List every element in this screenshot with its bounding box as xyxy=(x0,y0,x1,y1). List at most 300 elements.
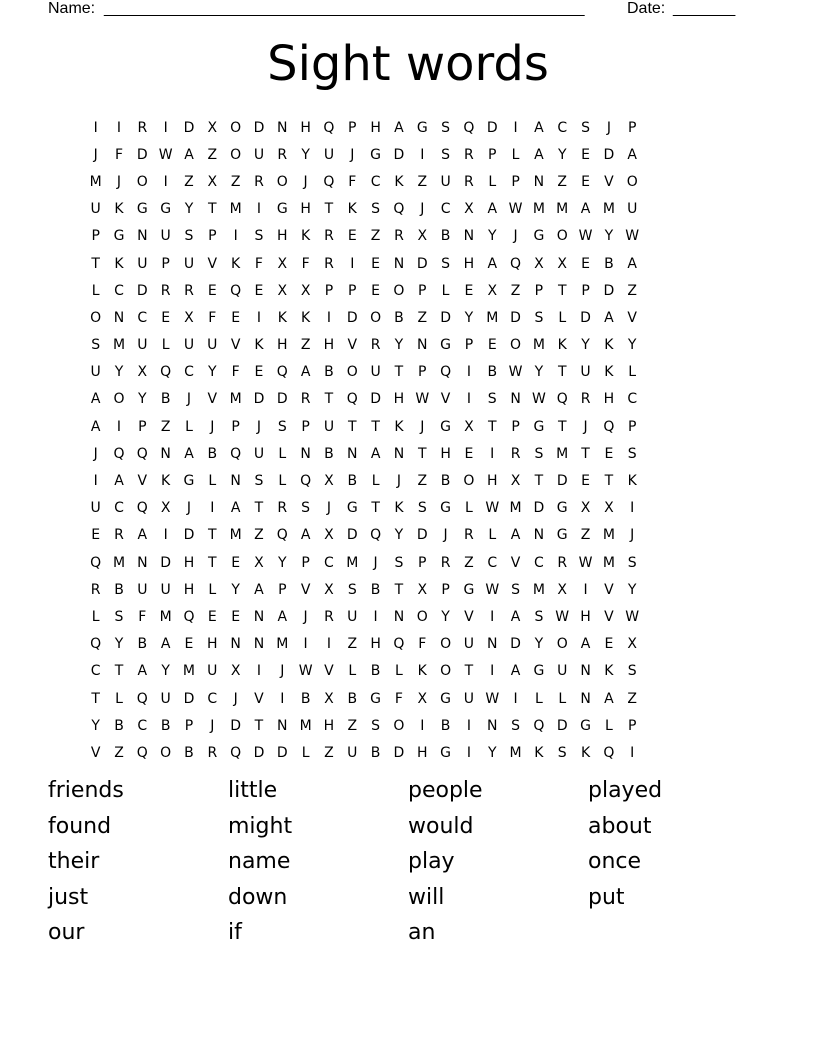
grid-letter: D xyxy=(556,717,568,734)
grid-letter: K xyxy=(394,418,404,435)
grid-letter: J xyxy=(210,717,215,734)
grid-letter: X xyxy=(487,282,498,299)
grid-letter: D xyxy=(253,391,265,408)
grid-letter: U xyxy=(207,337,218,354)
grid-letter: A xyxy=(90,418,101,435)
grid-letter: R xyxy=(394,228,404,245)
grid-letter: X xyxy=(324,581,334,598)
grid-letter: N xyxy=(113,309,125,326)
grid-letter: C xyxy=(534,554,544,571)
grid-row xyxy=(84,413,744,440)
grid-letter: Z xyxy=(254,527,264,544)
grid-letter: U xyxy=(253,146,265,163)
grid-letter: R xyxy=(300,391,311,408)
grid-letter: Q xyxy=(113,445,125,462)
grid-letter: M xyxy=(509,744,522,761)
grid-letter: T xyxy=(394,364,404,381)
grid-letter: E xyxy=(231,554,241,571)
grid-letter: Q xyxy=(276,527,288,544)
grid-letter: X xyxy=(254,554,264,571)
grid-letter: G xyxy=(113,228,125,245)
grid-letter: P xyxy=(348,282,357,299)
grid-letter: S xyxy=(394,554,404,571)
grid-letter: X xyxy=(230,663,241,680)
grid-row xyxy=(84,196,744,223)
grid-letter: L xyxy=(348,663,357,680)
grid-letter: T xyxy=(347,418,357,435)
word-list-item: down xyxy=(228,884,288,910)
grid-letter: B xyxy=(440,228,451,245)
grid-letter: L xyxy=(371,473,380,490)
grid-letter: Z xyxy=(370,228,381,245)
grid-letter: H xyxy=(183,554,195,571)
grid-letter: P xyxy=(534,282,544,299)
grid-row xyxy=(84,739,744,766)
grid-letter: S xyxy=(254,228,264,245)
grid-letter: D xyxy=(183,690,195,707)
grid-letter: D xyxy=(136,146,148,163)
grid-letter: S xyxy=(277,418,287,435)
word-list-item: friends xyxy=(48,778,124,803)
grid-letter: B xyxy=(604,255,614,272)
grid-letter: A xyxy=(137,663,148,680)
grid-row xyxy=(84,168,744,195)
grid-letter: C xyxy=(370,173,381,190)
grid-letter: W xyxy=(415,391,430,408)
grid-letter: E xyxy=(464,282,474,299)
grid-letter: R xyxy=(207,744,218,761)
grid-letter: X xyxy=(324,690,334,707)
grid-letter: Y xyxy=(534,636,544,653)
grid-letter: A xyxy=(487,201,498,218)
grid-row xyxy=(84,277,744,304)
grid-letter: B xyxy=(347,690,358,707)
grid-letter: H xyxy=(370,119,381,136)
grid-letter: T xyxy=(581,445,590,462)
grid-letter: E xyxy=(161,309,171,326)
grid-letter: B xyxy=(137,636,148,653)
grid-letter: O xyxy=(90,309,102,326)
grid-letter: O xyxy=(113,391,125,408)
grid-letter: Z xyxy=(417,309,428,326)
grid-letter: T xyxy=(557,282,567,299)
grid-letter: F xyxy=(301,255,310,272)
grid-letter: D xyxy=(346,309,358,326)
grid-letter: R xyxy=(160,282,171,299)
grid-letter: E xyxy=(91,527,101,544)
grid-letter: P xyxy=(184,717,194,734)
grid-letter: S xyxy=(441,119,451,136)
grid-letter: I xyxy=(303,636,308,653)
grid-letter: V xyxy=(254,690,264,707)
grid-letter: H xyxy=(323,717,335,734)
grid-letter: D xyxy=(183,119,195,136)
grid-letter: V xyxy=(207,255,218,272)
grid-letter: A xyxy=(487,255,498,272)
grid-letter: X xyxy=(604,500,614,517)
grid-letter: K xyxy=(417,663,427,680)
grid-letter: K xyxy=(347,201,357,218)
grid-row xyxy=(84,304,744,331)
grid-letter: A xyxy=(114,473,124,490)
grid-letter: I xyxy=(280,690,285,707)
grid-letter: J xyxy=(396,473,401,490)
grid-letter: D xyxy=(230,717,242,734)
grid-letter: R xyxy=(580,391,591,408)
grid-letter: Q xyxy=(160,364,172,381)
grid-letter: D xyxy=(603,282,615,299)
grid-letter: W xyxy=(485,500,500,517)
grid-letter: Z xyxy=(230,173,241,190)
grid-letter: C xyxy=(487,554,498,571)
grid-letter: J xyxy=(373,554,378,571)
grid-letter: I xyxy=(93,119,98,136)
grid-letter: P xyxy=(464,337,474,354)
grid-letter: K xyxy=(277,309,287,326)
grid-letter: I xyxy=(466,391,471,408)
grid-letter: M xyxy=(229,201,242,218)
grid-letter: L xyxy=(395,663,403,680)
grid-letter: Z xyxy=(557,173,568,190)
grid-letter: P xyxy=(627,418,637,435)
grid-row xyxy=(84,495,744,522)
grid-letter: L xyxy=(91,282,100,299)
grid-letter: T xyxy=(91,690,100,707)
grid-letter: H xyxy=(277,228,288,245)
word-search-grid xyxy=(84,114,744,767)
grid-letter: N xyxy=(253,608,265,625)
grid-row xyxy=(84,359,744,386)
grid-letter: Z xyxy=(417,173,428,190)
grid-letter: Q xyxy=(346,391,358,408)
grid-letter: Q xyxy=(533,717,545,734)
grid-letter: G xyxy=(533,418,545,435)
grid-letter: H xyxy=(416,744,428,761)
grid-letter: D xyxy=(370,391,381,408)
grid-letter: V xyxy=(230,337,241,354)
grid-letter: F xyxy=(394,690,403,707)
grid-letter: Z xyxy=(627,690,637,707)
grid-letter: S xyxy=(417,500,427,517)
grid-letter: R xyxy=(464,527,474,544)
grid-letter: Y xyxy=(487,744,497,761)
grid-letter: D xyxy=(603,146,615,163)
word-list-item: put xyxy=(588,884,625,910)
grid-letter: K xyxy=(254,337,264,354)
grid-letter: F xyxy=(418,636,427,653)
grid-letter: S xyxy=(487,391,497,408)
grid-letter: J xyxy=(606,119,611,136)
grid-letter: Q xyxy=(463,119,475,136)
grid-letter: P xyxy=(348,119,357,136)
grid-letter: H xyxy=(440,445,451,462)
grid-letter: D xyxy=(393,744,405,761)
grid-letter: A xyxy=(184,445,194,462)
grid-letter: M xyxy=(276,636,289,653)
grid-letter: V xyxy=(300,581,311,598)
grid-letter: I xyxy=(490,608,495,625)
grid-letter: S xyxy=(627,445,637,462)
grid-letter: D xyxy=(486,119,498,136)
grid-letter: A xyxy=(277,608,288,625)
grid-letter: S xyxy=(91,337,101,354)
grid-letter: L xyxy=(115,690,123,707)
grid-letter: Q xyxy=(323,119,335,136)
grid-letter: N xyxy=(417,337,428,354)
grid-letter: O xyxy=(440,663,452,680)
grid-letter: E xyxy=(464,445,474,462)
grid-letter: J xyxy=(93,445,98,462)
grid-letter: E xyxy=(254,282,264,299)
grid-letter: L xyxy=(301,744,310,761)
grid-letter: J xyxy=(350,146,355,163)
grid-letter: U xyxy=(253,445,265,462)
grid-letter: K xyxy=(604,364,614,381)
grid-letter: T xyxy=(208,554,217,571)
grid-letter: Q xyxy=(136,500,148,517)
grid-letter: A xyxy=(137,527,148,544)
grid-letter: Z xyxy=(347,717,358,734)
grid-letter: G xyxy=(346,500,358,517)
grid-letter: J xyxy=(303,608,308,625)
grid-letter: M xyxy=(602,527,615,544)
grid-letter: C xyxy=(440,201,451,218)
grid-letter: Q xyxy=(230,744,242,761)
grid-letter: K xyxy=(301,228,311,245)
grid-letter: N xyxy=(393,608,405,625)
grid-letter: X xyxy=(300,282,311,299)
grid-letter: N xyxy=(533,173,545,190)
grid-letter: G xyxy=(440,744,452,761)
grid-letter: U xyxy=(323,418,335,435)
grid-letter: Q xyxy=(393,636,405,653)
grid-letter: Y xyxy=(208,364,217,381)
grid-letter: S xyxy=(114,608,124,625)
grid-letter: M xyxy=(159,608,172,625)
grid-letter: S xyxy=(347,581,357,598)
grid-letter: Q xyxy=(556,391,568,408)
grid-letter: J xyxy=(256,418,262,435)
grid-letter: I xyxy=(326,636,332,653)
grid-letter: W xyxy=(485,690,500,707)
grid-letter: A xyxy=(370,445,381,462)
grid-letter: V xyxy=(604,608,614,625)
grid-letter: Y xyxy=(441,608,450,625)
grid-letter: C xyxy=(114,282,124,299)
grid-letter: H xyxy=(277,337,288,354)
grid-letter: E xyxy=(581,255,590,272)
grid-letter: G xyxy=(370,146,382,163)
grid-letter: E xyxy=(371,255,381,272)
grid-letter: L xyxy=(278,473,287,490)
grid-letter: U xyxy=(347,608,358,625)
grid-letter: S xyxy=(627,554,637,571)
grid-letter: G xyxy=(183,473,195,490)
grid-letter: J xyxy=(420,418,425,435)
grid-letter: Y xyxy=(557,146,567,163)
grid-letter: H xyxy=(603,391,615,408)
grid-letter: A xyxy=(604,309,614,326)
grid-letter: R xyxy=(557,554,568,571)
grid-letter: P xyxy=(418,364,427,381)
grid-letter: R xyxy=(277,500,288,517)
grid-letter: N xyxy=(510,391,521,408)
grid-letter: T xyxy=(324,391,334,408)
grid-letter: P xyxy=(231,418,240,435)
grid-letter: B xyxy=(394,309,404,326)
grid-letter: R xyxy=(324,228,334,245)
grid-letter: P xyxy=(301,418,310,435)
grid-letter: J xyxy=(116,173,122,190)
grid-letter: B xyxy=(440,717,451,734)
grid-letter: A xyxy=(230,500,241,517)
grid-letter: T xyxy=(534,473,544,490)
grid-letter: L xyxy=(488,527,497,544)
grid-letter: I xyxy=(420,717,425,734)
grid-letter: I xyxy=(583,581,588,598)
grid-letter: O xyxy=(393,282,405,299)
grid-letter: O xyxy=(230,119,242,136)
grid-letter: X xyxy=(207,173,218,190)
grid-letter: S xyxy=(534,445,544,462)
grid-letter: H xyxy=(323,337,335,354)
grid-letter: U xyxy=(183,255,195,272)
grid-letter: M xyxy=(509,500,522,517)
grid-letter: S xyxy=(534,608,544,625)
grid-letter: Z xyxy=(417,473,428,490)
grid-letter: R xyxy=(114,527,124,544)
grid-letter: K xyxy=(394,173,404,190)
grid-letter: U xyxy=(463,690,475,707)
grid-letter: G xyxy=(463,581,475,598)
grid-letter: E xyxy=(231,309,241,326)
grid-letter: Q xyxy=(183,608,195,625)
grid-letter: M xyxy=(182,663,196,680)
date-blank-line: _______ xyxy=(673,0,736,17)
name-blank-line: ______________________________________________________ xyxy=(104,0,585,17)
grid-letter: Q xyxy=(440,364,452,381)
grid-letter: P xyxy=(441,581,450,598)
grid-letter: E xyxy=(581,173,590,190)
grid-letter: A xyxy=(90,391,101,408)
grid-letter: Z xyxy=(347,636,358,653)
grid-letter: A xyxy=(604,690,614,707)
grid-letter: Z xyxy=(300,337,311,354)
grid-letter: S xyxy=(371,717,381,734)
grid-letter: Y xyxy=(534,364,544,381)
grid-letter: I xyxy=(256,663,262,680)
grid-letter: N xyxy=(253,636,265,653)
grid-letter: O xyxy=(510,337,522,354)
grid-letter: N xyxy=(230,473,241,490)
grid-letter: I xyxy=(163,173,168,190)
grid-letter: M xyxy=(602,554,615,571)
grid-letter: T xyxy=(254,500,264,517)
grid-letter: A xyxy=(254,581,264,598)
grid-letter: U xyxy=(137,255,148,272)
grid-letter: K xyxy=(604,337,614,354)
grid-letter: U xyxy=(160,581,171,598)
grid-letter: M xyxy=(556,445,569,462)
grid-letter: B xyxy=(300,690,311,707)
grid-letter: V xyxy=(347,337,358,354)
grid-letter: D xyxy=(416,255,428,272)
grid-letter: H xyxy=(300,201,311,218)
grid-letter: X xyxy=(627,636,637,653)
grid-letter: U xyxy=(323,146,335,163)
grid-row xyxy=(84,440,744,467)
word-list-item: people xyxy=(408,778,483,803)
grid-letter: Y xyxy=(161,663,170,680)
grid-letter: R xyxy=(184,282,194,299)
grid-letter: B xyxy=(487,364,498,381)
grid-letter: O xyxy=(393,717,405,734)
grid-letter: Y xyxy=(604,228,614,245)
grid-letter: T xyxy=(394,581,404,598)
grid-letter: U xyxy=(160,690,171,707)
grid-letter: M xyxy=(346,554,359,571)
grid-row xyxy=(84,576,744,603)
grid-letter: W xyxy=(485,581,500,598)
grid-letter: C xyxy=(137,717,148,734)
grid-letter: C xyxy=(207,690,218,707)
grid-letter: A xyxy=(510,663,521,680)
grid-letter: X xyxy=(277,282,288,299)
grid-letter: Q xyxy=(603,744,615,761)
grid-letter: T xyxy=(604,473,614,490)
grid-letter: O xyxy=(136,173,148,190)
word-list xyxy=(48,778,768,956)
grid-letter: M xyxy=(486,309,499,326)
grid-letter: I xyxy=(420,146,425,163)
grid-letter: V xyxy=(627,309,637,326)
grid-letter: M xyxy=(532,337,545,354)
word-list-item: our xyxy=(48,920,85,946)
grid-letter: E xyxy=(604,636,614,653)
grid-letter: N xyxy=(277,119,288,136)
grid-letter: S xyxy=(441,146,451,163)
grid-letter: T xyxy=(208,527,217,544)
grid-letter: S xyxy=(254,473,264,490)
grid-letter: T xyxy=(371,418,380,435)
grid-letter: K xyxy=(114,255,124,272)
grid-letter: V xyxy=(207,391,218,408)
grid-letter: L xyxy=(558,690,567,707)
grid-letter: J xyxy=(210,418,215,435)
grid-letter: U xyxy=(90,500,101,517)
grid-letter: B xyxy=(184,744,194,761)
grid-letter: P xyxy=(91,228,100,245)
grid-letter: B xyxy=(114,581,124,598)
grid-letter: R xyxy=(510,445,521,462)
grid-letter: L xyxy=(161,337,170,354)
grid-letter: A xyxy=(510,608,521,625)
grid-letter: W xyxy=(625,228,640,245)
grid-letter: V xyxy=(137,473,148,490)
grid-letter: C xyxy=(627,391,638,408)
grid-letter: J xyxy=(233,690,238,707)
grid-letter: P xyxy=(511,173,520,190)
grid-letter: X xyxy=(417,228,428,245)
grid-letter: T xyxy=(417,445,427,462)
grid-letter: Z xyxy=(160,418,171,435)
grid-letter: J xyxy=(583,418,588,435)
grid-letter: D xyxy=(136,282,148,299)
grid-letter: Q xyxy=(276,364,288,381)
grid-letter: U xyxy=(580,364,591,381)
grid-letter: I xyxy=(210,500,215,517)
grid-letter: X xyxy=(184,309,194,326)
